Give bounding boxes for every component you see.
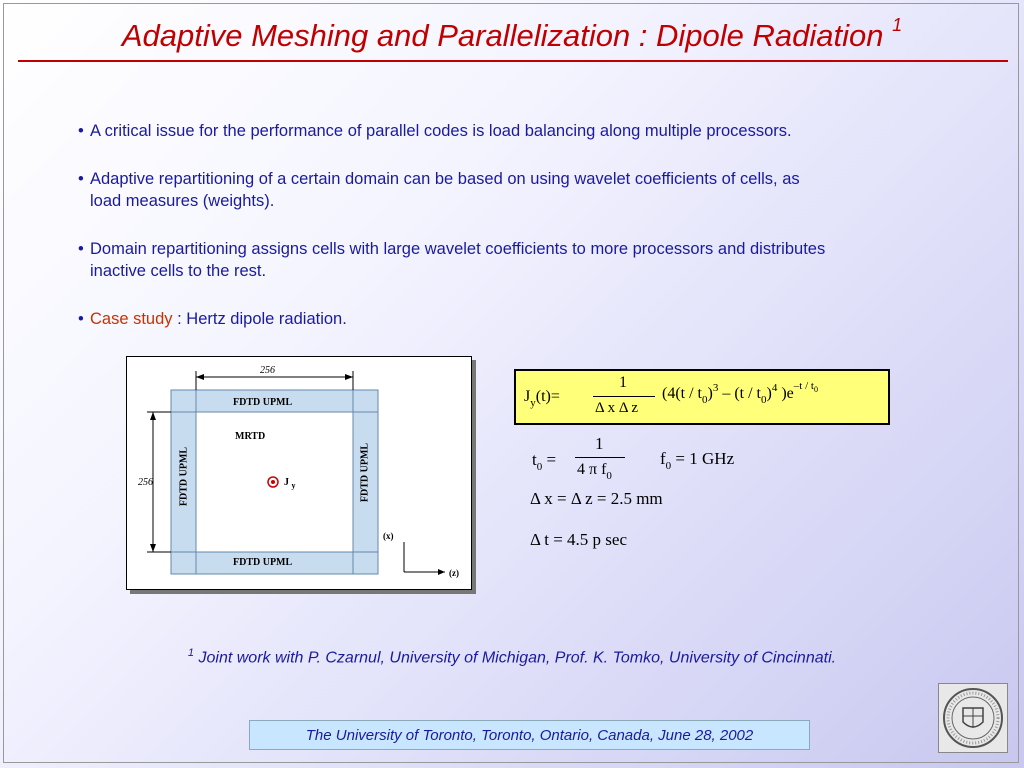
bullet-item [78,308,998,330]
bullet-dot-icon: • [78,122,84,140]
bottom-pml-label: FDTD UPML [233,557,293,568]
t0-lhs: $t_0$ = [532,450,557,473]
bullet-dot-icon: • [78,240,84,258]
bullet-list [78,120,998,356]
arrow-down-icon [150,544,156,552]
bullet-text: A critical issue for the performance of parallel codes is load balancing along multiple processors. [90,122,792,140]
jy-denominator: Δ x Δ z [595,400,639,416]
jy-fraction-bar [593,396,655,397]
t0-denominator: 4 π $f_0$ [577,461,612,482]
jy-lhs: $J_y(t)=$ [524,388,560,409]
bullet-text-line: Domain repartitioning assigns cells with large wavelet coefficients to more processors and distributes [90,240,826,258]
footnote-text: Joint work with P. Czarnul, University of Michigan, Prof. K. Tomko, University of Cincinnati. [194,649,837,667]
current-source-formula [514,369,890,425]
f0-equation: $f_0 = 1$ GHz [660,449,735,472]
bullet-dot-icon: • [78,170,84,188]
left-pml-label: FDTD UPML [178,446,190,507]
axis-z-label: (z) [449,568,459,578]
axis-z-arrow-icon [438,569,445,575]
slide-title [0,14,1024,54]
height-label: 256 [138,477,153,488]
top-pml-label: FDTD UPML [233,397,293,408]
bullet-item [78,238,998,282]
mrtd-label: MRTD [235,431,266,442]
footer-banner: The University of Toronto, Toronto, Ontario, Canada, June 28, 2002 [249,720,810,750]
bullet-text-line: load measures (weights). [90,192,275,210]
university-seal [938,683,1008,753]
bullet-dot-icon: • [78,310,84,328]
bullet-text-line: inactive cells to the rest. [90,262,267,280]
dx-equation: Δ x = Δ z = 2.5 mm [530,489,663,508]
jy-numerator: 1 [619,374,627,391]
jy-body: ($4(t / t_0)^3 - (t / t_0)^4$ )$e^{-t / t0}$ [662,380,818,406]
university-seal-icon [939,684,1007,752]
title-footnote-marker: 1 [892,14,903,35]
footnote-marker: 1 [187,647,195,659]
width-label: 256 [260,365,275,376]
arrow-up-icon [150,412,156,420]
right-pml-label: FDTD UPML [359,442,371,503]
footnote [0,647,1024,667]
slide-title-text: Adaptive Meshing and Parallelization : Dipole Radiation [121,18,884,53]
axis-x-label: (x) [383,531,394,541]
t0-numerator: 1 [595,434,604,453]
bullet-item [78,168,998,212]
domain-diagram [126,356,472,590]
arrow-right-icon [345,374,353,380]
bullet-text-line: Adaptive repartitioning of a certain domain can be based on using wavelet coefficients of cells, as [90,170,800,188]
bullet-item [78,120,998,142]
arrow-left-icon [196,374,204,380]
case-study-highlight: Case study [90,310,173,328]
title-underline [18,60,1008,62]
dt-equation: Δ t = 4.5 p sec [530,530,628,549]
t0-fraction-bar [575,457,625,458]
bullet-text: : Hertz dipole radiation. [172,310,347,328]
source-dot-icon [271,480,275,484]
source-label: J $_y$ [284,477,296,490]
